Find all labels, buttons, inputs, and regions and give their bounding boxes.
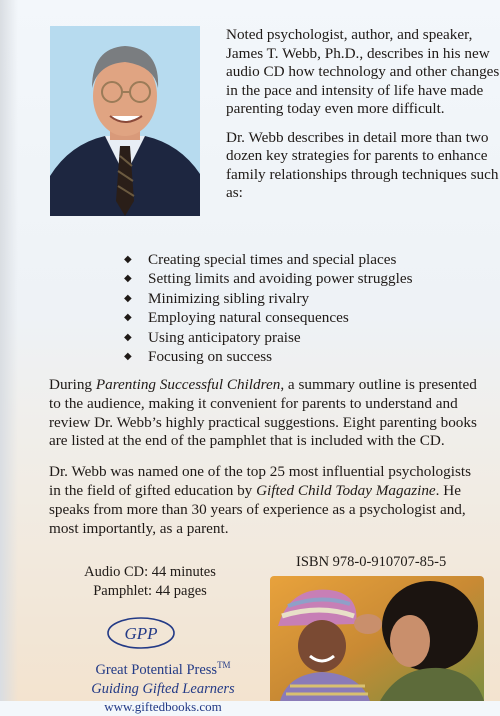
publisher-info (50, 656, 276, 716)
description-text (49, 376, 500, 538)
bullet-icon: ◆ (124, 312, 132, 324)
product-specs (50, 563, 250, 601)
list-item: ◆ Creating special times and special places (124, 251, 397, 268)
bullet-icon: ◆ (124, 292, 132, 304)
award-paragraph: Dr. Webb was named one of the top 25 most influential psychologists in the field of gifted education by Gifted Child Today Magazine. He speaks from more than 30 years of experience as a psychologist and, most importantly, as a parent. (49, 463, 471, 537)
intro-paragraph-strategies: Dr. Webb describes in detail more than two dozen key strategies for parents to enhance family relationships through techniques such as: (226, 128, 499, 201)
parent-child-photo (270, 576, 484, 701)
list-item: ◆ Focusing on success (124, 348, 273, 366)
summary-paragraph: During Parenting Successful Children, a summary outline is presented to the audience, making it convenient for parents to understand and review Dr. Webb’s highly practical suggestions. Eight parenting books are listed at the end of the pamphlet that is included with the CD. (49, 376, 477, 450)
intro-text (226, 26, 500, 203)
list-item: ◆ Minimizing sibling rivalry (124, 289, 310, 307)
gpp-logo (106, 615, 176, 651)
page-edge-shadow (0, 0, 18, 701)
pamphlet-length: Pamphlet: 44 pages (93, 583, 207, 599)
isbn-number: ISBN 978-0-910707-85-5 (296, 554, 447, 570)
bullet-icon: ◆ (124, 254, 132, 265)
publisher-website[interactable]: www.giftedbooks.com (104, 698, 222, 714)
publisher-tagline: Guiding Gifted Learners (91, 680, 235, 697)
svg-text:GPP: GPP (124, 624, 158, 643)
list-item: ◆ Employing natural consequences (124, 309, 349, 327)
list-item: ◆ Using anticipatory praise (124, 328, 301, 346)
bullet-icon: ◆ (124, 331, 132, 343)
magazine-title: Gifted Child Today Magazine (256, 481, 436, 499)
author-portrait (50, 26, 200, 216)
list-item: ◆ Setting limits and avoiding power struggles (124, 270, 413, 288)
cd-title: Parenting Successful Children (95, 376, 281, 393)
strategy-list (124, 250, 413, 366)
publisher-name: Great Potential Press™ (95, 660, 231, 678)
intro-paragraph-author: Noted psychologist, author, and speaker, James T. Webb, Ph.D., describes in his new audio CD how technology and other changes in the pace and intensity of life have made parenting today even more difficult. (226, 26, 500, 117)
bullet-icon: ◆ (124, 351, 132, 363)
audio-length: Audio CD: 44 minutes (84, 564, 216, 580)
bullet-icon: ◆ (124, 273, 132, 285)
